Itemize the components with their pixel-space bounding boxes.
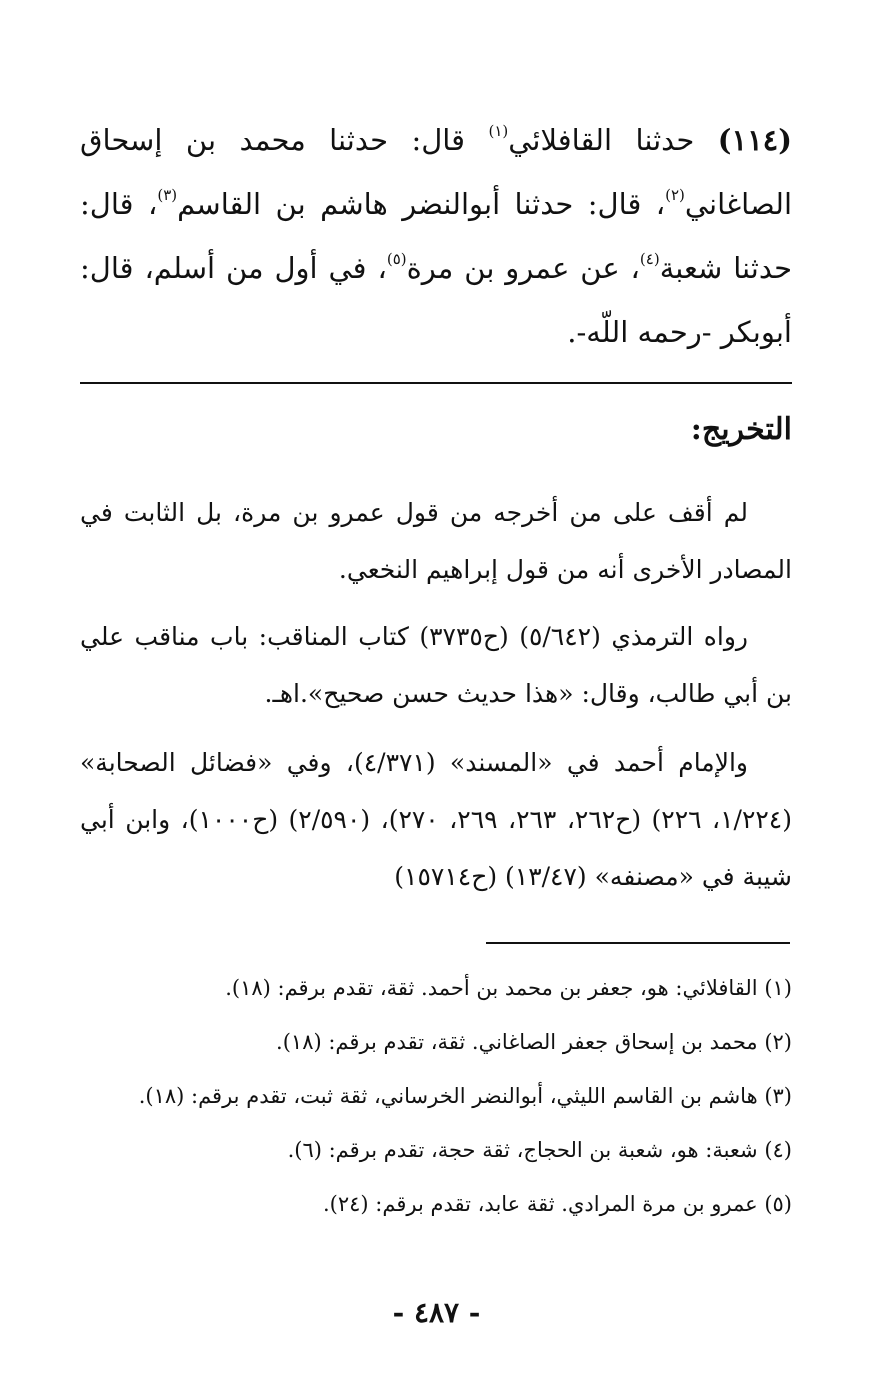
footnote: (٥) عمرو بن مرة المرادي. ثقة عابد، تقدم برقم: (٢٤). [322,1192,792,1216]
hadith-text-part: ، عن عمرو بن مرة [406,251,640,285]
footnote-ref[interactable]: (٢) [665,186,685,204]
footnote-ref[interactable]: (١) [488,122,509,140]
hadith-text-part: ، قال: حدثنا شعبة [80,187,793,285]
takhrij-paragraph: رواه الترمذي (٥/٦٤٢) (ح٣٧٣٥) كتاب المناقب: باب مناقب علي بن أبي طالب، وقال: «هذا حديث حسن صحيح».اهـ. [80,622,792,708]
footnotes [80,962,792,1232]
footnote: (٢) محمد بن إسحاق جعفر الصاغاني. ثقة، تقدم برقم: (١٨). [276,1030,792,1054]
section-divider [80,382,792,384]
takhrij-paragraph: والإمام أحمد في «المسند» (٤/٣٧١)، وفي «فضائل الصحابة» (١/٢٢٤، ٢٢٦) (ح٢٦٢، ٢٦٣، ٢٦٩، ٢٧٠)، (٢/٥٩٠) (ح١٠٠٠)، وابن أبي شيبة في «مصنفه» (١٣/٤٧) (ح١٥٧١٤) [80,748,792,891]
hadith-text-part: ، في أول من أسلم، قال: أبوبكر -رحمه اللّه-. [80,251,792,349]
footnote-divider [486,942,790,944]
hadith-text [80,108,792,364]
footnote: (٤) شعبة: هو، شعبة بن الحجاج، ثقة حجة، تقدم برقم: (٦). [287,1138,792,1162]
takhrij-body [80,484,792,917]
footnote-ref[interactable]: (٥) [386,250,407,268]
hadith-text-part: حدثنا القافلائي [508,123,718,157]
takhrij-heading: التخريج: [690,412,792,447]
footnote: (١) القافلائي: هو، جعفر بن محمد بن أحمد. ثقة، تقدم برقم: (١٨). [225,976,792,1000]
takhrij-paragraph: لم أقف على من أخرجه من قول عمرو بن مرة، بل الثابت في المصادر الأخرى أنه من قول إبراهيم النخعي. [80,498,792,584]
hadith-text-part: ، قال: حدثنا أبوالنضر هاشم بن القاسم [177,187,666,221]
hadith-text-part: قال: حدثنا محمد بن إسحاق الصاغاني [80,123,793,221]
hadith-number: (١١٤) [717,123,792,157]
footnote: (٣) هاشم بن القاسم الليثي، أبوالنضر الخرساني، ثقة ثبت، تقدم برقم: (١٨). [138,1084,792,1108]
hadith-block [80,108,792,364]
footnote-ref[interactable]: (٤) [639,250,660,268]
footnote-ref[interactable]: (٣) [157,186,178,204]
page-number: - ٤٨٧ - [392,1296,481,1329]
